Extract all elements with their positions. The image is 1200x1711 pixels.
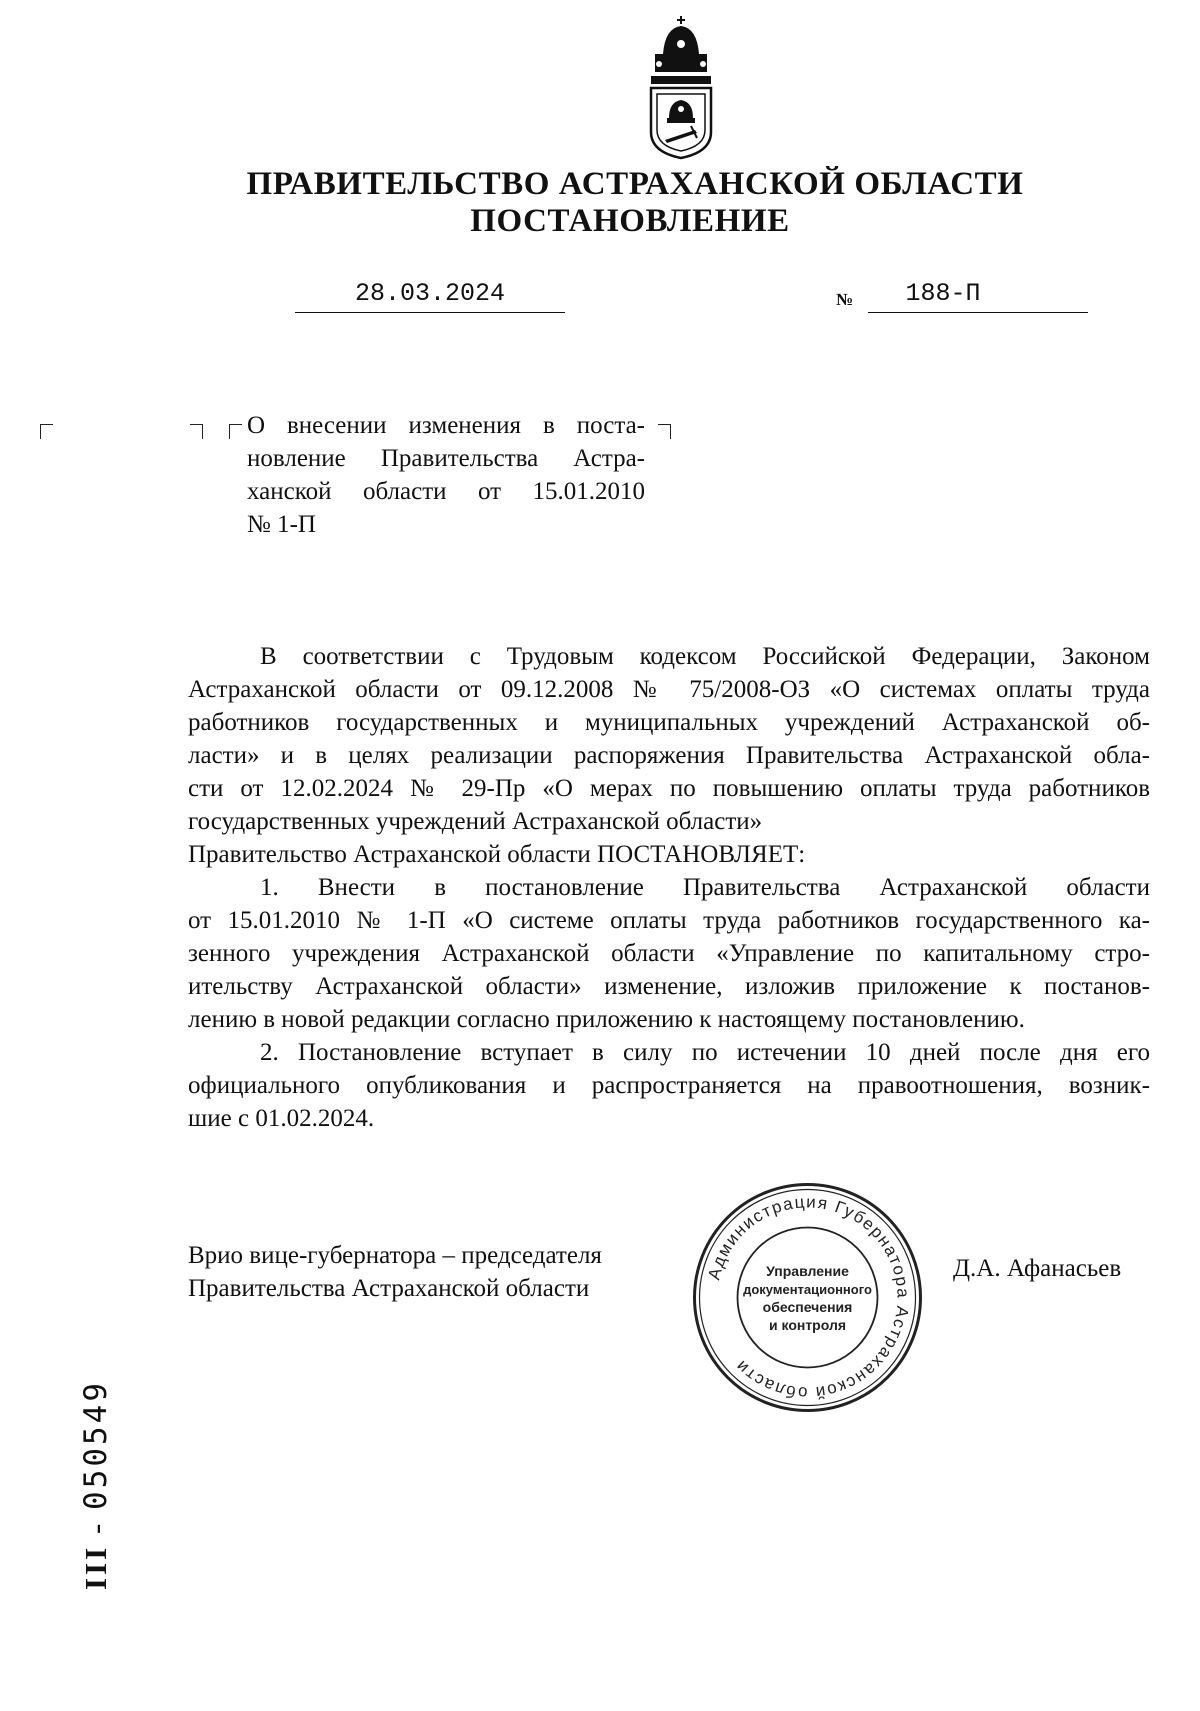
signatory-name: Д.А. Афанасьев	[953, 1255, 1122, 1282]
body-line: ласти» и в целях реализации распоряжения Правительства Астраханской обла-	[188, 742, 1150, 769]
body-line: работников государственных и муниципальных учреждений Астраханской об-	[188, 709, 1150, 736]
number-underline	[868, 312, 1088, 313]
body-line: официального опубликования и распространяется на правоотношения, возник-	[188, 1072, 1150, 1099]
subject-line: новление Правительства Астра-	[247, 445, 645, 472]
document-type: ПОСТАНОВЛЕНИЕ	[470, 203, 790, 239]
margin-serial-number	[78, 1380, 114, 1590]
official-seal	[690, 1180, 925, 1415]
body-line: Астраханской области от 09.12.2008 № 75/2008-ОЗ «О системах оплаты труда	[188, 676, 1150, 703]
body-line: ительству Астраханской области» изменение, изложив приложение к постанов-	[188, 973, 1150, 1000]
margin-serial-separator: -	[78, 1509, 113, 1545]
subject-line: О внесении изменения в поста-	[247, 412, 645, 439]
corner-mark	[190, 424, 203, 439]
coat-of-arms-icon	[645, 14, 717, 160]
seal-inner-line: и контроля	[769, 1317, 846, 1333]
signatory-position-line: Врио вице-губернатора – председателя	[188, 1242, 602, 1269]
body-line: государственных учреждений Астраханской области»	[188, 808, 763, 835]
document-body	[188, 640, 1150, 1135]
date-underline	[295, 312, 565, 313]
corner-mark	[658, 424, 671, 439]
subject-line: № 1-П	[247, 511, 316, 538]
body-line: сти от 12.02.2024 № 29-Пр «О мерах по повышению оплаты труда работников	[188, 775, 1150, 802]
signatory-position	[188, 1239, 602, 1305]
government-title: ПРАВИТЕЛЬСТВО АСТРАХАНСКОЙ ОБЛАСТИ	[246, 166, 1024, 202]
body-line: 1. Внести в постановление Правительства Астраханской области	[260, 874, 1150, 901]
seal-inner-line: обеспечения	[762, 1299, 853, 1315]
margin-serial-digits: 050549	[78, 1379, 114, 1510]
signatory-position-line: Правительства Астраханской области	[188, 1275, 590, 1302]
seal-inner-line: документационного	[743, 1282, 872, 1297]
body-line: зенного учреждения Астраханской области «Управление по капитальному стро-	[188, 940, 1150, 967]
seal-inner-line: Управление	[766, 1263, 849, 1279]
corner-mark	[40, 424, 53, 439]
corner-mark	[229, 424, 242, 439]
document-subject	[247, 409, 645, 541]
body-line: 2. Постановление вступает в силу по истечении 10 дней после дня его	[260, 1039, 1150, 1066]
body-line: лению в новой редакции согласно приложению к настоящему постановлению.	[188, 1006, 1025, 1033]
document-date: 28.03.2024	[354, 279, 506, 308]
subject-line: ханской области от 15.01.2010	[247, 478, 645, 505]
number-sign: №	[836, 290, 854, 309]
body-line: Правительство Астраханской области ПОСТАНОВЛЯЕТ:	[188, 841, 806, 868]
svg-text:Администрация Губернатора Астр	[704, 1192, 912, 1402]
body-line: В соответствии с Трудовым кодексом Российской Федерации, Законом	[260, 643, 1150, 670]
body-line: шие с 01.02.2024.	[188, 1105, 375, 1132]
seal-outer-text: Администрация Губернатора Астраханской области	[704, 1192, 913, 1403]
margin-serial-prefix: III	[78, 1544, 113, 1590]
document-number: 188-П	[905, 279, 981, 308]
body-line: от 15.01.2010 № 1-П «О системе оплаты труда работников государственного ка-	[188, 907, 1150, 934]
